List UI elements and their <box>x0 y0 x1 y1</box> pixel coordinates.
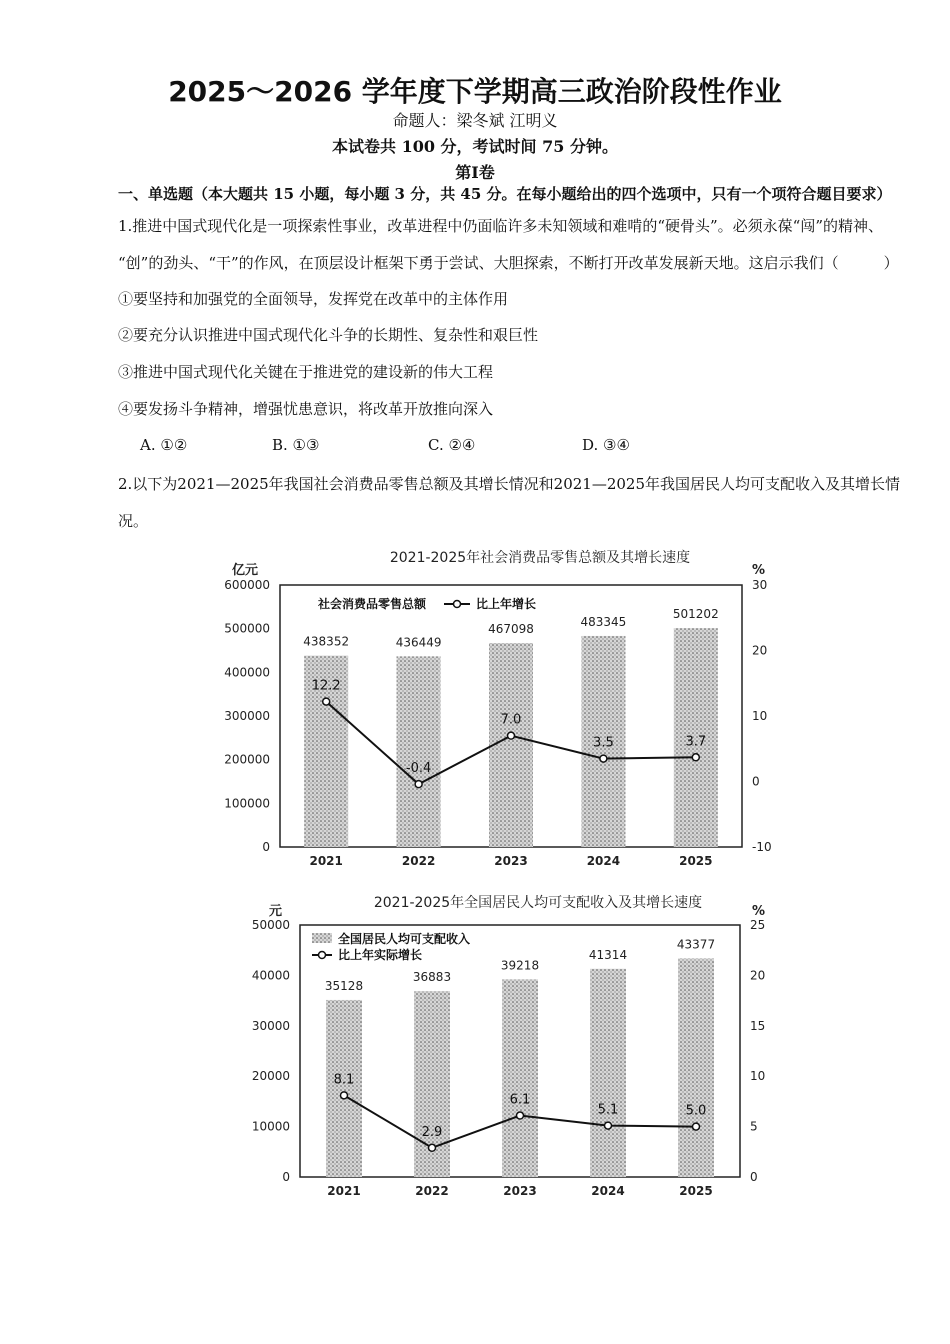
bar-value-label: 36883 <box>412 970 452 985</box>
growth-point <box>508 732 515 739</box>
bar-value-label: 43377 <box>676 937 716 952</box>
legend-bar-label: 社会消费品零售总额 <box>318 597 427 611</box>
q1-option-2: ②要充分认识推进中国式现代化斗争的长期性、复杂性和艰巨性 <box>118 326 539 344</box>
bar-value-label: 467098 <box>488 622 534 637</box>
right-axis-unit: % <box>752 563 766 578</box>
bar <box>489 643 533 847</box>
left-tick-label: 50000 <box>251 918 290 932</box>
right-tick-label: 5 <box>750 1119 758 1134</box>
left-tick-label: 600000 <box>224 578 270 592</box>
category-label: 2024 <box>586 854 621 868</box>
growth-point <box>693 1123 700 1130</box>
q2-stem-line2: 况。 <box>118 512 149 530</box>
bar-value-label: 39218 <box>500 958 540 973</box>
legend-line-label: 比上年实际增长 <box>338 948 423 962</box>
q1-choice-d: D. ③④ <box>582 436 630 454</box>
growth-label: 12.2 <box>311 678 341 694</box>
category-label: 2024 <box>591 1184 625 1198</box>
bar <box>678 958 714 1177</box>
left-tick-label: 40000 <box>251 968 290 983</box>
bar-value-label: 501202 <box>672 607 719 622</box>
page-title: 2025～2026 学年度下学期高三政治阶段性作业 <box>168 75 782 108</box>
bar-value-label: 41314 <box>588 947 628 962</box>
growth-label: 6.1 <box>509 1092 531 1108</box>
category-label: 2021 <box>327 1184 361 1198</box>
bar <box>326 1000 362 1177</box>
bar-value-label: 35128 <box>324 978 364 993</box>
right-tick-label: 15 <box>750 1018 766 1033</box>
growth-point <box>605 1122 612 1129</box>
retail-sales-chart <box>0 540 950 880</box>
left-tick-label: 400000 <box>224 665 270 680</box>
growth-point <box>415 781 422 788</box>
q1-choice-b: B. ①③ <box>272 436 320 454</box>
right-tick-label: 20 <box>752 643 768 658</box>
q1-stem-line2: “创”的劲头、“干”的作风，在顶层设计框架下勇于尝试、大胆探索，不断打开改革发展新天地。这启示我们（ ） <box>118 254 899 272</box>
chart-title: 2021-2025年社会消费品零售总额及其增长速度 <box>389 550 691 566</box>
category-label: 2022 <box>415 1184 449 1198</box>
right-tick-label: 10 <box>750 1069 766 1084</box>
bar <box>590 969 626 1177</box>
left-tick-label: 0 <box>282 1170 290 1184</box>
q1-stem-line1: 1.推进中国式现代化是一项探索性事业，改革进程中仍面临许多未知领域和难啃的“硬骨头”。必须永葆“闯”的精神、 <box>118 217 883 235</box>
authors-line: 命题人：梁冬斌 江明义 <box>392 111 558 130</box>
left-tick-label: 20000 <box>251 1069 290 1084</box>
legend-line-label: 比上年增长 <box>476 597 537 611</box>
exam-note: 本试卷共 100 分，考试时间 75 分钟。 <box>332 137 618 156</box>
growth-point <box>341 1092 348 1099</box>
income-chart <box>0 885 950 1205</box>
growth-point <box>692 754 699 761</box>
section-heading: 一、单选题（本大题共 15 小题，每小题 3 分，共 45 分。在每小题给出的四个选项中，只有一个项符合题目要求） <box>118 185 892 203</box>
bar-value-label: 483345 <box>580 614 627 629</box>
left-axis-unit: 亿元 <box>231 563 258 578</box>
growth-label: 3.5 <box>593 735 614 751</box>
left-tick-label: 30000 <box>251 1018 290 1033</box>
growth-point <box>323 698 330 705</box>
left-tick-label: 200000 <box>224 752 270 767</box>
growth-point <box>517 1112 524 1119</box>
q2-stem-line1: 2.以下为2021—2025年我国社会消费品零售总额及其增长情况和2021—2025年我国居民人均可支配收入及其增长情 <box>118 475 901 493</box>
q1-option-3: ③推进中国式现代化关键在于推进党的建设新的伟大工程 <box>118 363 494 381</box>
left-tick-label: 0 <box>262 840 270 854</box>
bar <box>502 979 538 1177</box>
legend-point-swatch <box>454 601 461 608</box>
growth-label: 3.7 <box>685 734 707 750</box>
bar-value-label: 436449 <box>395 635 442 650</box>
category-label: 2021 <box>309 854 343 868</box>
right-tick-label: 30 <box>752 578 768 592</box>
legend-bar-label: 全国居民人均可支配收入 <box>338 932 471 946</box>
right-tick-label: 25 <box>750 918 766 932</box>
right-axis-unit: % <box>752 904 766 919</box>
q1-choice-c: C. ②④ <box>428 436 476 454</box>
bar-value-label: 438352 <box>303 634 350 649</box>
volume-heading: 第Ⅰ卷 <box>455 163 495 182</box>
category-label: 2022 <box>401 854 436 868</box>
growth-point <box>429 1144 436 1151</box>
growth-label: 8.1 <box>333 1072 355 1088</box>
legend-bar-swatch <box>312 933 332 943</box>
legend-point-swatch <box>319 952 326 959</box>
category-label: 2023 <box>494 854 528 868</box>
q1-option-1: ①要坚持和加强党的全面领导，发挥党在改革中的主体作用 <box>118 290 509 308</box>
q1-option-4: ④要发扬斗争精神，增强忧患意识，将改革开放推向深入 <box>118 400 494 418</box>
category-label: 2025 <box>679 1184 713 1198</box>
growth-label: -0.4 <box>405 761 432 777</box>
right-tick-label: -10 <box>752 840 772 854</box>
left-tick-label: 100000 <box>224 796 270 811</box>
q1-choice-a: A. ①② <box>140 436 188 454</box>
growth-label: 5.1 <box>597 1102 619 1118</box>
right-tick-label: 20 <box>750 968 766 983</box>
growth-label: 2.9 <box>421 1124 443 1140</box>
growth-label: 5.0 <box>685 1103 707 1119</box>
right-tick-label: 0 <box>750 1170 758 1184</box>
growth-label: 7.0 <box>500 712 522 728</box>
category-label: 2025 <box>679 854 713 868</box>
left-axis-unit: 元 <box>268 904 282 919</box>
left-tick-label: 10000 <box>251 1119 290 1134</box>
right-tick-label: 0 <box>752 774 760 789</box>
growth-point <box>600 755 607 762</box>
right-tick-label: 10 <box>752 709 768 723</box>
bar <box>397 656 441 847</box>
left-tick-label: 500000 <box>224 621 270 636</box>
left-tick-label: 300000 <box>224 709 270 723</box>
chart-title: 2021-2025年全国居民人均可支配收入及其增长速度 <box>373 895 703 911</box>
category-label: 2023 <box>503 1184 537 1198</box>
